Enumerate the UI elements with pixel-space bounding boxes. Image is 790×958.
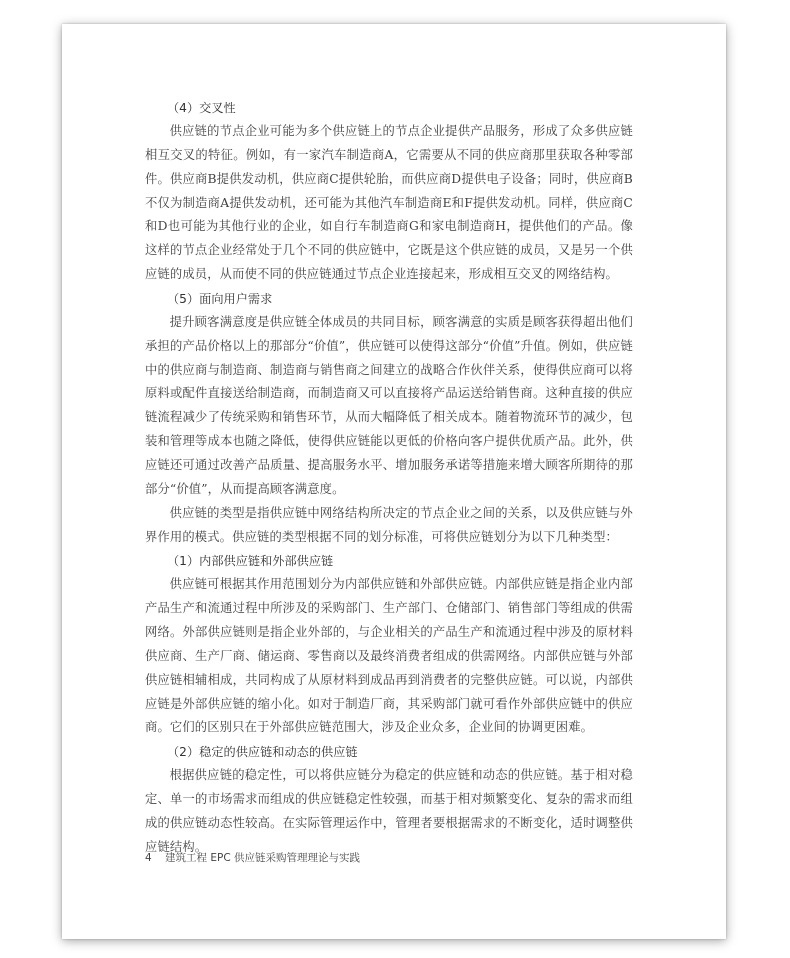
section-heading-crossing: （4）交叉性: [167, 101, 236, 115]
book-title: 建筑工程 EPC 供应链采购管理理论与实践: [165, 852, 361, 864]
page-number: 4: [145, 852, 152, 864]
paragraph-types-intro: 供应链的类型是指供应链中网络结构所决定的节点企业之间的关系，以及供应链与外界作用的模式。供应链的类型根据不同的划分标准，可将供应链划分为以下几种类型：: [145, 505, 633, 544]
section-heading-stable-dynamic: （2）稳定的供应链和动态的供应链: [167, 745, 358, 760]
paragraph-customer-demand: 提升顾客满意度是供应链全体成员的共同目标，顾客满意的实质是顾客获得超出他们承担的产品价格以上的那部分“价值”，供应链可以使得这部分“价值”升值。例如，供应链中的供应商与制造商、制造商与销售商之间建立的战略合作伙伴关系，使得供应商可以将原料或配件直接送给制造商，而制造商又可以直接将产品运送给销售商。这种直接的供应链流程减少了传统采购和销售环节，从而大幅降低了相关成本。随着物流环节的减少，包装和管理等成本也随之降低，使得供应链能以更低的价格向客户提供优质产品。此外，供应链还可通过改善产品质量、提高服务水平、增加服务承诺等措施来增大顾客所期待的那部分“价值”，从而提高顾客满意度。: [145, 314, 633, 496]
page-footer: [145, 850, 360, 865]
page-body: [145, 96, 633, 860]
section-heading-internal-external: （1）内部供应链和外部供应链: [167, 554, 334, 569]
paragraph-internal-external: 供应链可根据其作用范围划分为内部供应链和外部供应链。内部供应链是指企业内部产品生产和流通过程中所涉及的采购部门、生产部门、仓储部门、销售部门等组成的供需网络。外部供应链则是指企业外部的，与企业相关的产品生产和流通过程中涉及的原材料供应商、生产厂商、储运商、零售商以及最终消费者组成的供需网络。内部供应链与外部供应链相辅相成，共同构成了从原材料到成品再到消费者的完整供应链。可以说，内部供应链是外部供应链的缩小化。如对于制造厂商，其采购部门就可看作外部供应链中的供应商。它们的区别只在于外部供应链范围大，涉及企业众多，企业间的协调更困难。: [145, 577, 633, 735]
section-heading-customer-demand: （5）面向用户需求: [167, 291, 273, 306]
paragraph-stable-dynamic: 根据供应链的稳定性，可以将供应链分为稳定的供应链和动态的供应链。基于相对稳定、单一的市场需求而组成的供应链稳定性较强，而基于相对频繁变化、复杂的需求而组成的供应链动态性较高。在实际管理运作中，管理者要根据需求的不断变化，适时调整供应链结构。: [145, 768, 633, 854]
paragraph-crossing: 供应链的节点企业可能为多个供应链上的节点企业提供产品服务，形成了众多供应链相互交叉的特征。例如，有一家汽车制造商A，它需要从不同的供应商那里获取各种零部件。供应商B提供发动机，供应商C提供轮胎，而供应商D提供电子设备；同时，供应商B不仅为制造商A提供发动机，还可能为其他汽车制造商E和F提供发动机。同样，供应商C和D也可能为其他行业的企业，如自行车制造商G和家电制造商H，提供他们的产品。像这样的节点企业经常处于几个不同的供应链中，它既是这个供应链的成员，又是另一个供应链的成员，从而使不同的供应链通过节点企业连接起来，形成相互交叉的网络结构。: [145, 124, 633, 282]
